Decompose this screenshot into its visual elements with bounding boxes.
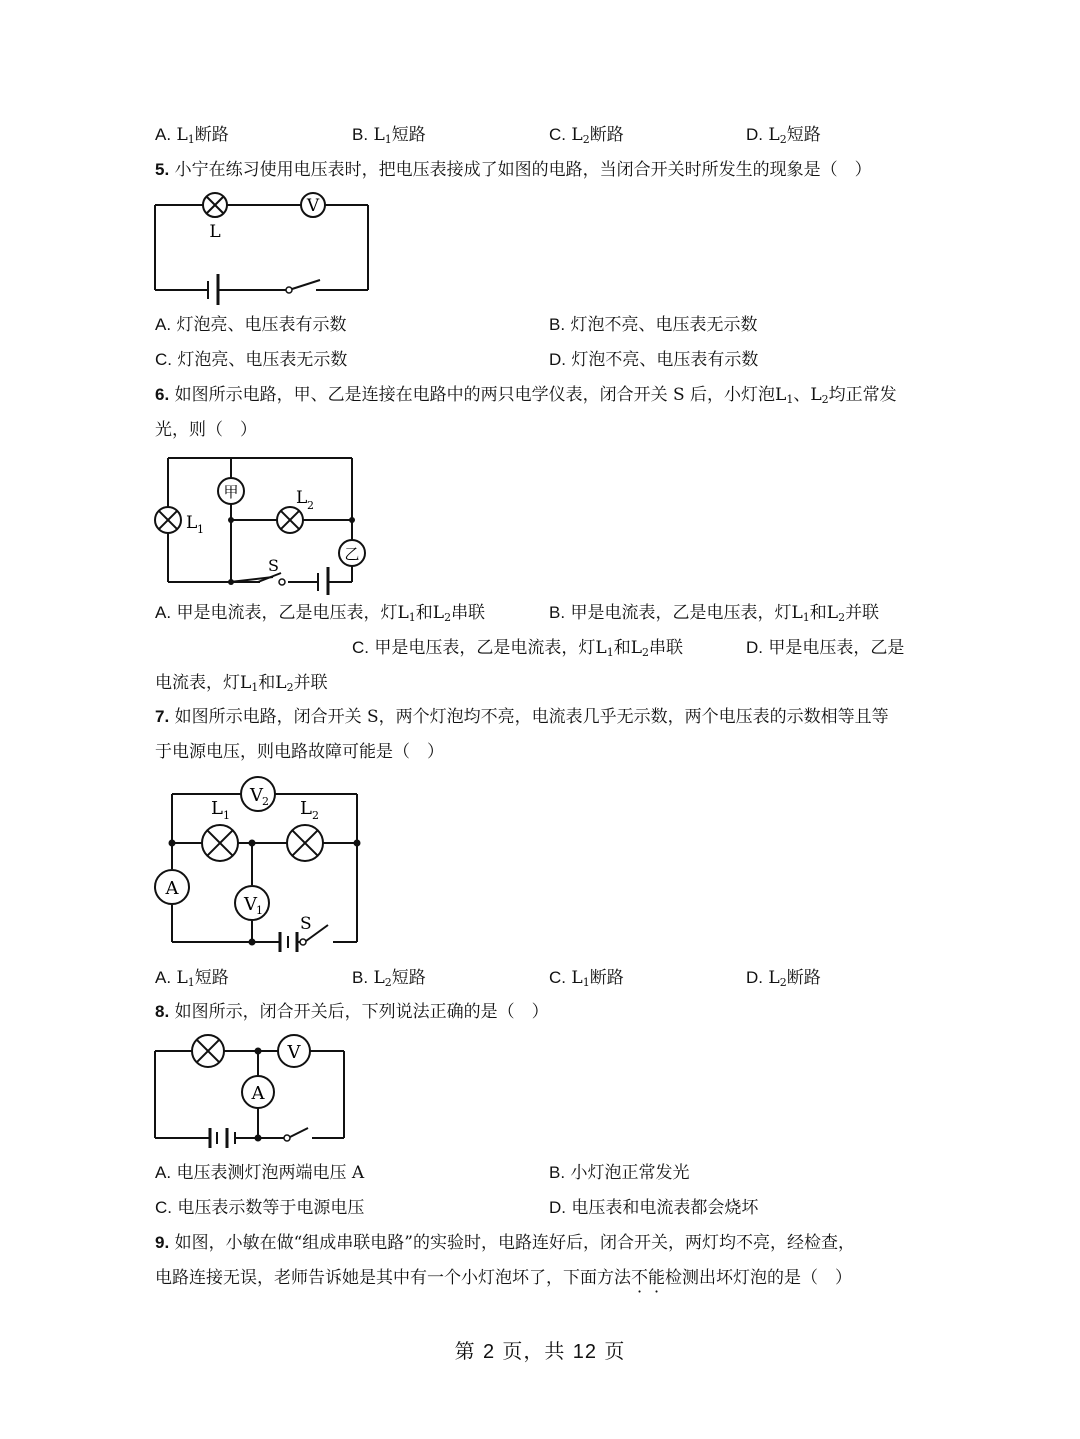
lamp1-label: L	[211, 798, 223, 819]
lamp1-label-sub: 1	[197, 523, 204, 536]
lamp-icon	[203, 193, 227, 217]
q8-option-c: C. 电压表示数等于电源电压	[155, 1198, 365, 1218]
q5-option-c: C. 灯泡亮、电压表无示数	[155, 350, 348, 370]
q6-option-a: A. 甲是电流表，乙是电压表，灯$L_1$和$L_2$串联	[155, 603, 486, 624]
page-number: 2	[482, 1341, 496, 1363]
q7-stem-line2: 于电源电压，则电路故障可能是（ ）	[155, 742, 444, 762]
q8-option-b: B. 小灯泡正常发光	[549, 1163, 690, 1183]
junction-dot	[354, 840, 361, 847]
battery-icon	[318, 567, 328, 595]
junction-dot	[228, 579, 234, 585]
q4-option-b: B. $L_1$短路	[352, 125, 426, 146]
v2-label-sub: 2	[262, 795, 269, 808]
junction-dot	[249, 840, 256, 847]
q8-circuit-diagram	[140, 1030, 360, 1150]
page-total: 12	[572, 1341, 598, 1363]
lamp2-label: L	[296, 488, 308, 508]
lamp2-label: L	[300, 798, 312, 819]
q6-stem-line2: 光，则（ ）	[155, 420, 257, 440]
junction-dot	[249, 939, 256, 946]
q5-option-a: A. 灯泡亮、电压表有示数	[155, 315, 347, 335]
q9-stem-line2: 电路连接无误，老师告诉她是其中有一个小灯泡坏了，下面方法不能检测出坏灯泡的是（ ）	[155, 1268, 852, 1288]
emphasis-mark: 不	[631, 1268, 648, 1288]
lamp2-label-sub: 2	[312, 809, 319, 822]
q6-option-d-line1: D. 甲是电压表，乙是	[746, 638, 905, 658]
q6-circuit-diagram	[140, 445, 380, 595]
switch-icon	[300, 939, 306, 945]
q6-option-b: B. 甲是电流表，乙是电压表，灯$L_1$和$L_2$并联	[549, 603, 880, 624]
switch-icon	[286, 287, 292, 293]
q4-option-d: D. $L_2$短路	[746, 125, 821, 146]
ammeter-label: A	[165, 878, 179, 899]
v2-label: V	[250, 785, 263, 806]
meter-jia-label: 甲	[223, 483, 239, 501]
q7-option-b: B. $L_2$短路	[352, 968, 426, 989]
switch-icon	[279, 579, 285, 585]
q7-option-c: C. $L_1$断路	[549, 968, 624, 989]
lamp2-label-sub: 2	[307, 499, 314, 512]
lamp-icon	[192, 1035, 224, 1067]
q6-stem-line1: 6. 如图所示电路，甲、乙是连接在电路中的两只电学仪表，闭合开关 S 后，小灯泡$L_1$、$L_2$均正常发	[155, 385, 897, 406]
q8-stem: 8. 如图所示，闭合开关后，下列说法正确的是（ ）	[155, 1002, 549, 1022]
q8-option-a: A. 电压表测灯泡两端电压 A	[155, 1163, 365, 1183]
lamp1-label: L	[186, 513, 198, 533]
q7-circuit-diagram	[145, 772, 375, 957]
junction-dot	[349, 517, 355, 523]
q7-stem-line1: 7. 如图所示电路，闭合开关 S，两个灯泡均不亮，电流表几乎无示数，两个电压表的示数相等且等	[155, 707, 889, 727]
v1-label: V	[244, 894, 257, 915]
q9-stem-line1: 9. 如图，小敏在做“组成串联电路”的实验时，电路连好后，闭合开关，两灯均不亮，经检查，	[155, 1233, 855, 1253]
battery-icon	[210, 1128, 235, 1148]
q8-option-d: D. 电压表和电流表都会烧坏	[549, 1198, 759, 1218]
q7-option-d: D. $L_2$断路	[746, 968, 821, 989]
q5-option-b: B. 灯泡不亮、电压表无示数	[549, 315, 758, 335]
q5-stem: 5. 小宁在练习使用电压表时，把电压表接成了如图的电路，当闭合开关时所发生的现象是（ ）	[155, 160, 872, 180]
q6-option-d-line2: 电流表，灯$L_1$和$L_2$并联	[155, 673, 328, 694]
q7-option-a: A. $L_1$短路	[155, 968, 229, 989]
lamp2-icon	[287, 825, 323, 861]
q6-option-c: C. 甲是电压表，乙是电流表，灯$L_1$和$L_2$串联	[352, 638, 683, 659]
q4-option-c: C. $L_2$断路	[549, 125, 624, 146]
junction-dot	[255, 1135, 262, 1142]
switch-icon	[284, 1135, 290, 1141]
voltmeter-label: V	[306, 196, 320, 216]
meter-yi-label: 乙	[344, 545, 360, 563]
lamp1-icon	[155, 507, 181, 533]
switch-label: S	[300, 914, 312, 934]
switch-label: S	[268, 556, 279, 575]
q4-option-a: A. $L_1$断路	[155, 125, 229, 146]
junction-dot	[169, 840, 176, 847]
junction-dot	[255, 1048, 262, 1055]
emphasis-mark: 能	[648, 1268, 665, 1288]
lamp1-icon	[202, 825, 238, 861]
q5-option-d: D. 灯泡不亮、电压表有示数	[549, 350, 759, 370]
lamp1-label-sub: 1	[223, 809, 230, 822]
junction-dot	[228, 517, 234, 523]
q5-circuit-diagram	[140, 185, 380, 305]
battery-icon	[280, 932, 297, 952]
ammeter-label: A	[251, 1083, 265, 1104]
lamp-label: L	[209, 222, 221, 242]
page-footer: 第 2 页，共 12 页	[454, 1339, 626, 1363]
battery-icon	[208, 274, 218, 305]
voltmeter-label: V	[287, 1042, 301, 1063]
v1-label-sub: 1	[256, 904, 263, 917]
lamp2-icon	[277, 507, 303, 533]
